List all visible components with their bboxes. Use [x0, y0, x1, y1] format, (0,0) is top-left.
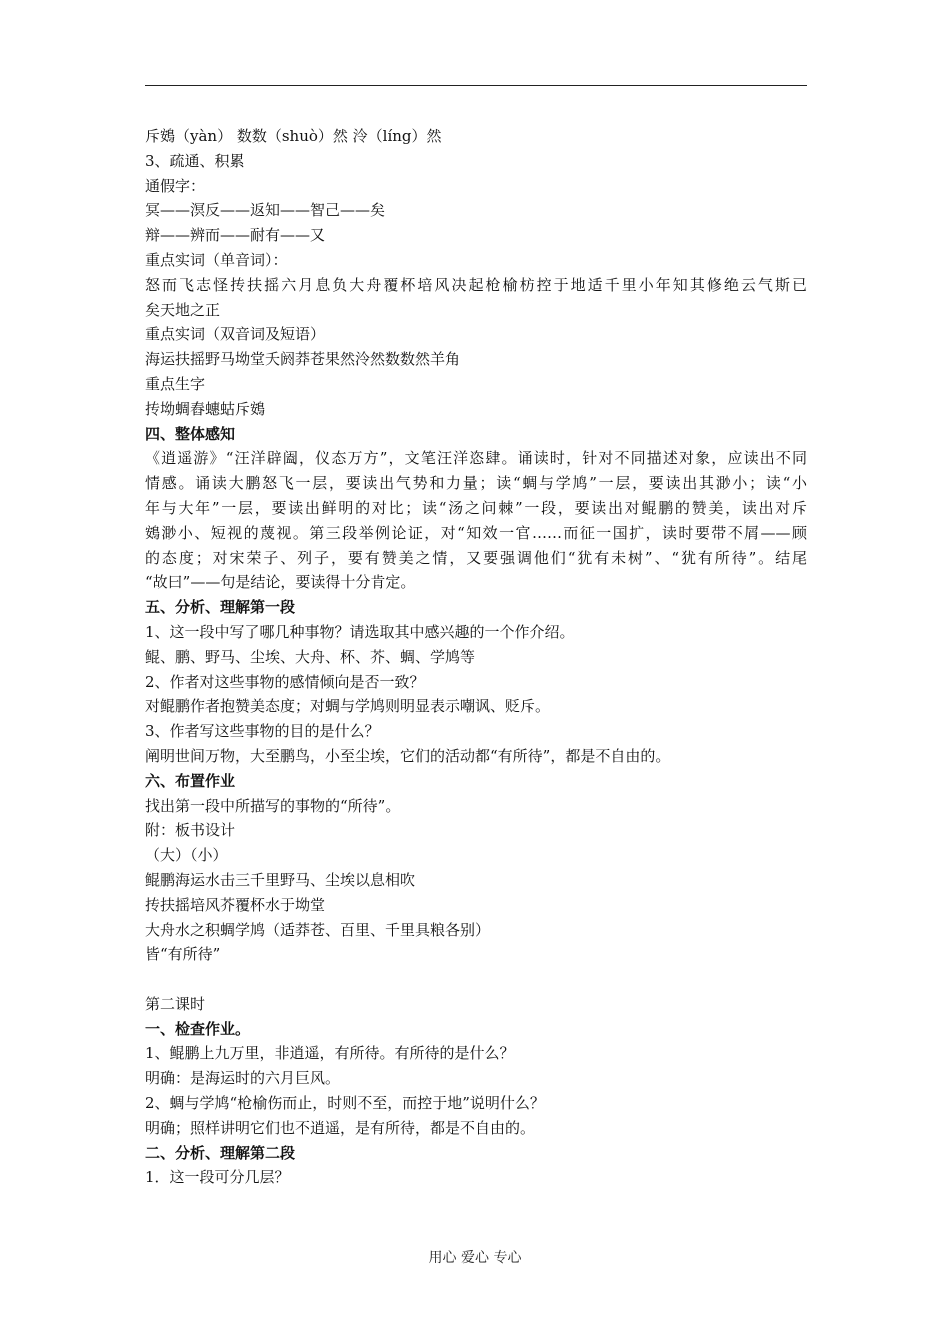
lesson-title: 第二课时 — [145, 994, 206, 1013]
text-line: 重点生字 — [145, 374, 206, 393]
text-line: 重点实词（双音词及短语） — [145, 325, 326, 344]
section-heading: 五、分析、理解第一段 — [145, 598, 296, 617]
text-line: 3、作者写这些事物的目的是什么？ — [145, 722, 380, 741]
paragraph-line: 年与大年”一层，要读出鲜明的对比；读“汤之问棘”一段，要读出对鲲鹏的赞美，读出对斥 — [145, 498, 807, 517]
text-line: 找出第一段中所描写的事物的“所待”。 — [145, 796, 401, 815]
section-heading: 六、布置作业 — [145, 771, 236, 790]
text-line: 明确；照样讲明它们也不逍遥，是有所待，都是不自由的。 — [145, 1118, 536, 1137]
text-line: 鲲、鹏、野马、尘埃、大舟、杯、芥、蜩、学鸠等 — [145, 647, 476, 666]
text-line: 明确：是海运时的六月巨风。 — [145, 1069, 341, 1088]
text-line: 重点实词（单音词）： — [145, 250, 288, 269]
text-line: 抟坳蜩舂蟪蛄斥鴳 — [145, 399, 266, 418]
paragraph-line: 情感。诵读大鹏怒飞一层，要读出气势和力量；读“蜩与学鸠”一层，要读出其渺小；读“小 — [145, 474, 807, 493]
text-line: 辩——辨而——耐有——又 — [145, 226, 326, 245]
text-line: 鲲鹏海运水击三千里野马、尘埃以息相吹 — [145, 870, 416, 889]
document-body — [145, 124, 807, 1190]
text-line: 海运扶摇野马坳堂夭阏莽苍果然泠然数数然羊角 — [145, 350, 461, 369]
paragraph-line: 《逍遥游》“汪洋辟阖，仪态万方”，文笔汪洋恣肆。诵读时，针对不同描述对象，应读出不同 — [145, 449, 807, 468]
text-line: 3、疏通、积累 — [145, 151, 245, 170]
text-line: 冥——溟反——返知——智己——矣 — [145, 201, 386, 220]
text-line: （大）（小） — [145, 846, 228, 865]
paragraph-line: 鴳渺小、短视的蔑视。第三段举例论证，对“知效一官……而征一国扩，读时要带不屑——顾 — [145, 523, 807, 542]
paragraph-line: 怒而飞志怪抟扶摇六月息负大舟覆杯培风决起枪榆枋控于地适千里小年知其修绝云气斯已 — [145, 275, 807, 294]
text-line: 2、蜩与学鸠“枪榆伤而止，时则不至，而控于地”说明什么？ — [145, 1094, 545, 1113]
section-heading: 四、整体感知 — [145, 424, 236, 443]
section-heading: 一、检查作业。 — [145, 1019, 251, 1038]
text-line: 对鲲鹏作者抱赞美态度；对蜩与学鸠则明显表示嘲讽、贬斥。 — [145, 697, 551, 716]
text-line: 阐明世间万物，大至鹏鸟，小至尘埃，它们的活动都“有所待”，都是不自由的。 — [145, 746, 671, 765]
text-line: 1、鲲鹏上九万里，非逍遥，有所待。有所待的是什么？ — [145, 1044, 515, 1063]
section-heading: 二、分析、理解第二段 — [145, 1143, 296, 1162]
header-rule — [145, 85, 807, 86]
text-line: 1、这一段中写了哪几种事物？请选取其中感兴趣的一个作介绍。 — [145, 622, 575, 641]
paragraph-line: 的态度；对宋荣子、列子，要有赞美之情，又要强调他们“犹有未树”、“犹有所待”。结尾 — [145, 548, 807, 567]
text-line: 矣天地之正 — [145, 300, 221, 319]
text-line: “故曰”——句是结论，要读得十分肯定。 — [145, 573, 416, 592]
text-line: 斥鴳（yàn） 数数（shuò）然 泠（líng）然 — [145, 127, 442, 145]
text-line: 抟扶摇培风芥覆杯水于坳堂 — [145, 895, 326, 914]
blank-line — [145, 967, 807, 992]
text-line: 皆“有所待” — [145, 945, 221, 964]
text-line: 附：板书设计 — [145, 821, 236, 840]
text-line: 大舟水之积蜩学鸠（适莽苍、百里、千里具粮各别） — [145, 920, 491, 939]
text-line: 通假字： — [145, 176, 206, 195]
page-footer: 用心 爱心 专心 — [428, 1250, 522, 1266]
text-line: 2、作者对这些事物的感情倾向是否一致？ — [145, 672, 425, 691]
text-line: 1．这一段可分几层？ — [145, 1168, 290, 1187]
